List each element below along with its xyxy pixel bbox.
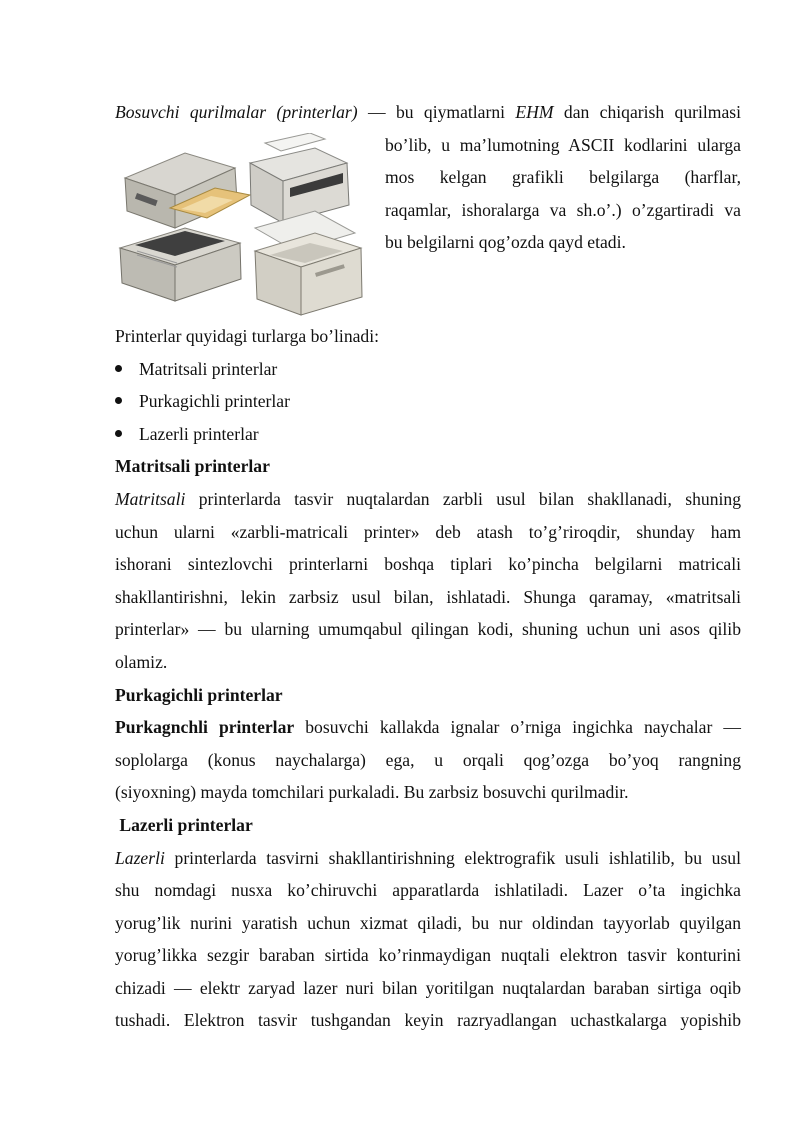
list-item: Lazerli printerlar bbox=[115, 418, 741, 451]
printer-image-2 bbox=[250, 133, 355, 251]
types-label: Printerlar quyidagi turlarga bo’linadi: bbox=[115, 326, 380, 346]
intro-line: bo’lib, u ma’lumotning ASCII kodlarini ularga bbox=[385, 134, 741, 155]
section-heading-inkjet: Purkagichli printerlar bbox=[115, 684, 283, 705]
list-item: Matritsali printerlar bbox=[115, 353, 741, 386]
intro-right-column bbox=[385, 129, 741, 259]
intro-line: mos kelgan grafikli belgilarga (harflar, bbox=[385, 167, 741, 188]
bullet-icon bbox=[115, 430, 122, 437]
paragraph-line: yorug’lik nurini yaratish uchun xizmat qiladi, bu nur oldindan tayyorlab quyilgan bbox=[115, 912, 741, 933]
paragraph-line: ishorani sintezlovchi printerlarni boshqa tiplari ko’pincha belgilarni matricali bbox=[115, 554, 741, 575]
paragraph-line: yorug’likka sezgir baraban sirtida ko’rinmaydigan nuqtali elektron tasvir konturini bbox=[115, 945, 741, 966]
paragraph-line: shu nomdagi nusxa ko’chiruvchi apparatlarda ishlatiladi. Lazer o’ta ingichka bbox=[115, 880, 741, 901]
paragraph-line: printerlar» — bu ularning umumqabul qilingan kodi, shuning uchun uni asos qilib bbox=[115, 619, 741, 640]
intro-block bbox=[115, 96, 741, 320]
paragraph-line: chizadi — elektr zaryad lazer nuri bilan yoritilgan nuqtalardan baraban sirtiga oqib bbox=[115, 977, 741, 998]
document-page bbox=[115, 96, 741, 1037]
printers-illustration bbox=[115, 133, 377, 318]
intro-first-line: Bosuvchi qurilmalar (printerlar) — bu qiymatlarni EHM dan chiqarish qurilmasi bbox=[115, 102, 742, 122]
section-heading-matrix: Matritsali printerlar bbox=[115, 456, 270, 477]
bullet-icon bbox=[115, 365, 122, 372]
printer-image-3 bbox=[120, 228, 241, 301]
bullet-icon bbox=[115, 397, 122, 404]
intro-lead: Bosuvchi qurilmalar (printerlar) bbox=[115, 102, 358, 122]
paragraph-line: olamiz. bbox=[115, 651, 168, 672]
section-body-laser bbox=[115, 842, 741, 1038]
list-item: Purkagichli printerlar bbox=[115, 385, 741, 418]
printer-image-4 bbox=[255, 233, 362, 315]
paragraph-line: Lazerli printerlarda tasvirni shakllantirishning elektrografik usuli ishlatilib, bu usul bbox=[115, 847, 741, 868]
section-body-inkjet bbox=[115, 711, 741, 809]
section-body-matrix bbox=[115, 483, 741, 679]
paragraph-line: (siyoxning) mayda tomchilari purkaladi. Bu zarbsiz bosuvchi qurilmadir. bbox=[115, 782, 629, 803]
paragraph-line: soplolarga (konus naychalarga) ega, u orqali qog’ozga bo’yoq rangning bbox=[115, 749, 741, 770]
types-list bbox=[115, 353, 741, 451]
printer-image-1 bbox=[125, 153, 250, 228]
paragraph-line: shakllantirishni, lekin zarbsiz usul bilan, ishlatadi. Shunga qaramay, «matritsali bbox=[115, 586, 741, 607]
paragraph-line: tushadi. Elektron tasvir tushgandan keyin razryadlangan uchastkalarga yopishib bbox=[115, 1010, 741, 1031]
paragraph-line: uchun ularni «zarbli-matricali printer» deb atash to’g’riroqdir, shunday ham bbox=[115, 521, 741, 542]
section-heading-laser: Lazerli printerlar bbox=[115, 814, 253, 835]
intro-line: bu belgilarni qog’ozda qayd etadi. bbox=[385, 232, 626, 253]
paragraph-line: Purkagnchli printerlar bosuvchi kallakda ignalar o’rniga ingichka naychalar — bbox=[115, 717, 741, 738]
intro-line: raqamlar, ishoralarga va sh.o’.) o’zgartiradi va bbox=[385, 199, 741, 220]
paragraph-line: Matritsali printerlarda tasvir nuqtalardan zarbli usul bilan shakllanadi, shuning bbox=[115, 488, 741, 509]
